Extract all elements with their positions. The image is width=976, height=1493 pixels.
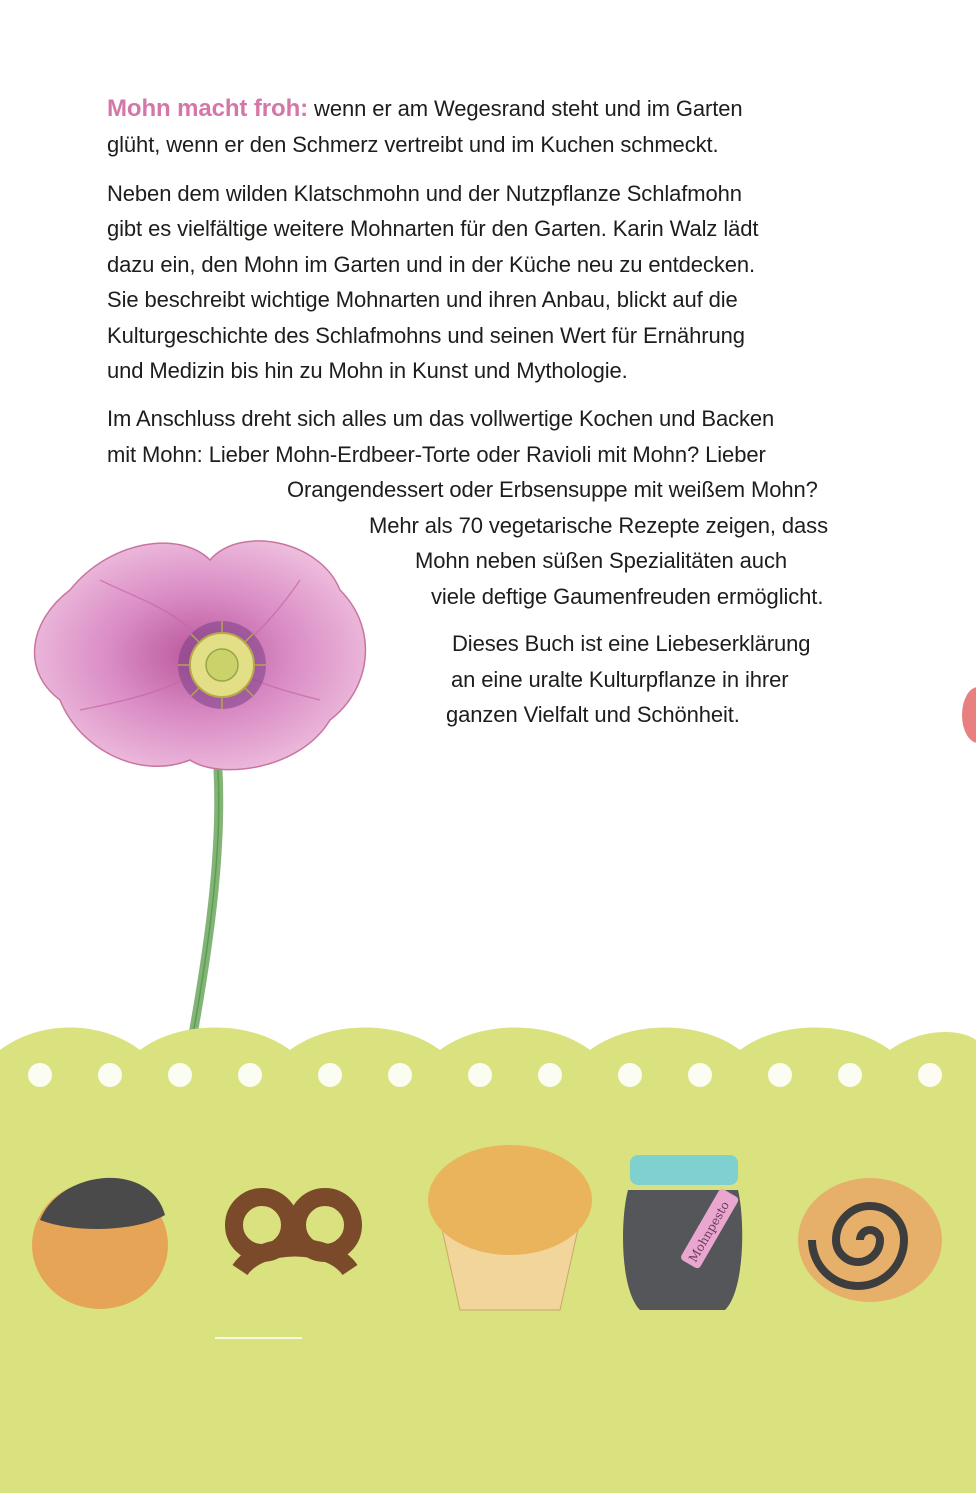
paragraph3-line: Mehr als 70 vegetarische Rezepte zeigen, dass	[369, 513, 828, 538]
jar-label: Mohnpesto	[685, 1198, 733, 1265]
intro-line-2: glüht, wenn er den Schmerz vertreibt und im Kuchen schmeckt.	[107, 132, 719, 157]
poppy-pesto-jar-illustration	[623, 1155, 742, 1310]
bottom-band	[0, 1020, 976, 1493]
paragraph2-line: Kulturgeschichte des Schlafmohns und seinen Wert für Ernährung	[107, 323, 745, 348]
paragraph3-line: Orangendessert oder Erbsensuppe mit weißem Mohn?	[287, 477, 818, 502]
intro-lead: Mohn macht froh:	[107, 95, 309, 122]
paragraph2-line: gibt es vielfältige weitere Mohnarten für den Garten. Karin Walz lädt	[107, 216, 759, 241]
poppy-flower-illustration	[0, 520, 400, 1080]
paragraph2-line: und Medizin bis hin zu Mohn in Kunst und Mythologie.	[107, 358, 628, 383]
paragraph3-line: Im Anschluss dreht sich alles um das vollwertige Kochen und Backen	[107, 406, 775, 431]
paragraph3-line: viele deftige Gaumenfreuden ermöglicht.	[431, 584, 824, 609]
intro-line-1-text: wenn er am Wegesrand steht und im Garten	[308, 96, 743, 121]
poppy-swirl-illustration	[798, 1178, 942, 1302]
paragraph2-line: Neben dem wilden Klatschmohn und der Nutzpflanze Schlafmohn	[107, 181, 742, 206]
paragraph3-line: mit Mohn: Lieber Mohn-Erdbeer-Torte oder Ravioli mit Mohn? Lieber	[107, 442, 766, 467]
paragraph2-line: dazu ein, den Mohn im Garten und in der Küche neu zu entdecken.	[107, 252, 756, 277]
paragraph4-line: ganzen Vielfalt und Schönheit.	[446, 702, 740, 727]
paragraph4-line: an eine uralte Kulturpflanze in ihrer	[451, 667, 789, 692]
intro-line-1	[107, 91, 743, 127]
paragraph2-line: Sie beschreibt wichtige Mohnarten und ihren Anbau, blickt auf die	[107, 287, 738, 312]
edge-fruit-illustration	[956, 680, 976, 750]
paragraph3-line: Mohn neben süßen Spezialitäten auch	[415, 548, 787, 573]
paragraph4-line: Dieses Buch ist eine Liebeserklärung	[452, 631, 811, 656]
